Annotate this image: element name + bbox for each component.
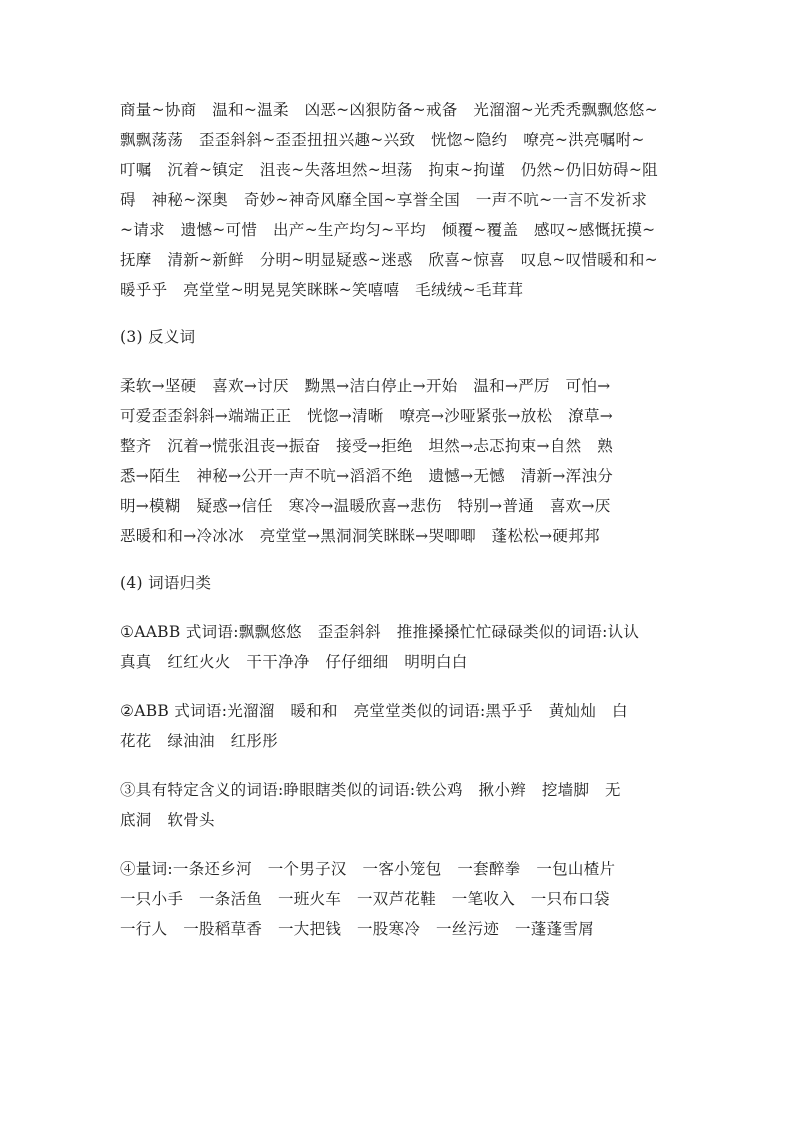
antonyms-line: 柔软→坚硬 喜欢→讨厌 黝黑→洁白停止→开始 温和→严厉 可怕→	[120, 377, 611, 395]
antonyms-line: 明→模糊 疑惑→信任 寒冷→温暖欣喜→悲伤 特别→普通 喜欢→厌	[120, 497, 611, 515]
classification-line: 底洞 软骨头	[120, 811, 215, 829]
synonyms-line: ~请求 遗憾~可惜 出产~生产均匀~平均 倾覆~覆盖 感叹~感慨抚摸~	[120, 221, 656, 239]
synonyms-line: 碍 神秘~深奥 奇妙~神奇风靡全国~享誉全国 一声不吭~一言不发祈求	[120, 191, 648, 209]
synonyms-paragraph	[120, 95, 680, 305]
document-body	[120, 95, 680, 944]
classification-heading: (4) 词语归类	[120, 574, 212, 592]
classification-line: 一行人 一股稻草香 一大把钱 一股寒冷 一丝污迹 一蓬蓬雪屑	[120, 920, 595, 938]
classification-line: ①AABB 式词语:飘飘悠悠 歪歪斜斜 推推搡搡忙忙碌碌类似的词语:认认	[120, 623, 640, 641]
classification-line: ③具有特定含义的词语:睁眼瞎类似的词语:铁公鸡 揪小辫 挖墙脚 无	[120, 781, 621, 799]
classification-line: 真真 红红火火 干干净净 仔仔细细 明明白白	[120, 653, 468, 671]
classification-line: 一只小手 一条活鱼 一班火车 一双芦花鞋 一笔收入 一只布口袋	[120, 890, 610, 908]
synonyms-line: 叮嘱 沉着~镇定 沮丧~失落坦然~坦荡 拘束~拘谨 仍然~仍旧妨碍~阻	[120, 161, 658, 179]
classification-item-aabb	[120, 617, 680, 677]
classification-line: ②ABB 式词语:光溜溜 暖和和 亮堂堂类似的词语:黑乎乎 黄灿灿 白	[120, 702, 628, 720]
classification-item-abb	[120, 696, 680, 756]
antonyms-paragraph	[120, 371, 680, 551]
antonyms-line: 悉→陌生 神秘→公开一声不吭→滔滔不绝 遗憾→无憾 清新→浑浊分	[120, 467, 614, 485]
synonyms-line: 商量~协商 温和~温柔 凶恶~凶狠防备~戒备 光溜溜~光秃秃飘飘悠悠~	[120, 101, 658, 119]
classification-line: ④量词:一条还乡河 一个男子汉 一客小笼包 一套醉拳 一包山楂片	[120, 860, 616, 878]
classification-line: 花花 绿油油 红彤彤	[120, 732, 279, 750]
synonyms-line: 飘飘荡荡 歪歪斜斜~歪歪扭扭兴趣~兴致 恍惚~隐约 嘹亮~洪亮嘱咐~	[120, 131, 645, 149]
antonyms-line: 可爱歪歪斜斜→端端正正 恍惚→清晰 嘹亮→沙哑紧张→放松 潦草→	[120, 407, 614, 425]
antonyms-heading: (3) 反义词	[120, 328, 196, 346]
antonyms-line: 整齐 沉着→慌张沮丧→振奋 接受→拒绝 坦然→忐忑拘束→自然 熟	[120, 437, 614, 455]
synonyms-line: 暖乎乎 亮堂堂~明晃晃笑眯眯~笑嘻嘻 毛绒绒~毛茸茸	[120, 281, 524, 299]
antonyms-line: 恶暖和和→冷冰冰 亮堂堂→黑洞洞笑眯眯→哭唧唧 蓬松松→硬邦邦	[120, 527, 600, 545]
classification-item-special-meaning	[120, 775, 680, 835]
classification-item-measure-words	[120, 854, 680, 944]
synonyms-line: 抚摩 清新~新鲜 分明~明显疑惑~迷惑 欣喜~惊喜 叹息~叹惜暖和和~	[120, 251, 658, 269]
